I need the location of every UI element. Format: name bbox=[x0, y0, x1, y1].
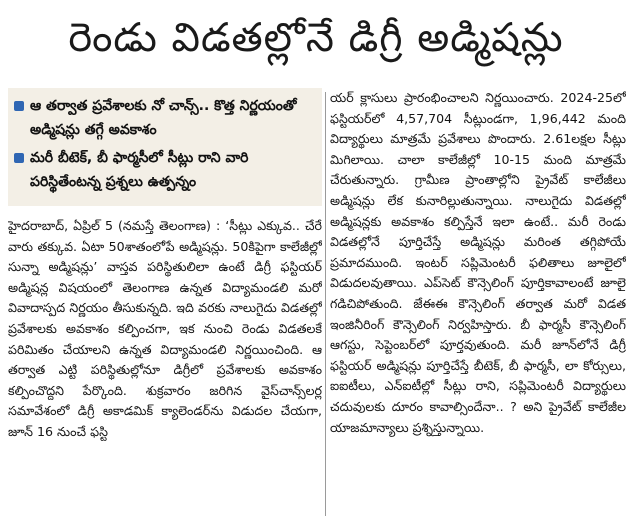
summary-text: ఆ తర్వాత ప్రవేశాలకు నో చాన్స్‌.. కొత్త నిర్ణయంతో అడ్మిషన్లు తగ్గే అవకాశం bbox=[30, 98, 297, 138]
article-body-right: యర్‌ క్లాసులు ప్రారంభించాలని నిర్ణయించారు. 2024-25లో ఫస్టియర్‌లో 4,57,704 సీట్లుండగా, 1,96,442 మంది విద్యార్థులు మాత్రమే ప్రవేశాలు పొందారు. 2.61లక్షల సీట్లు మిగిలాయి. చాలా కాలేజీల్లో 10-15 మంది మాత్రమే చేరుతున్నారు. గ్రామీణ ప్రాంతాల్లోని ప్రైవేట్‌ కాలేజీలు అడ్మిషన్లు లేక కునారిల్లుతున్నాయి. నాలుగైదు విడతల్లో అడ్మిషన్లకు అవకాశం కల్పిస్తేనే ఇలా ఉంటే.. మరీ రెండు విడతల్లోనే పూర్తిచేస్తే అడ్మిషన్లు మరింత తగ్గిపోయే ప్రమాదముంది. ఇంటర్‌ సప్లిమెంటరీ ఫలితాలు జూలైలో విడుదలవుతాయి. ఎప్‌సెట్‌ కౌన్సెలింగ్‌ పూర్తికావాలంటే జూలై గడిచిపోతుంది. జేఈఈ కౌన్సెలింగ్‌ తర్వాత మరో విడత ఇంజినీరింగ్‌ కౌన్సెలింగ్‌ నిర్వహిస్తారు. బీ ఫార్మసీ కౌన్సెలింగ్‌ ఆగస్టు, సెప్టెంబర్‌లో పూర్తవుతుంది. మరీ జూన్‌లోనే డిగ్రీ ఫస్టియర్‌ అడ్మిషన్లు పూర్తిచేస్తే బీటెక్‌, బీ ఫార్మసీ, లా కోర్సులు, ఐఐటీలు, ఎన్‌ఐటీల్లో సీట్లు రాని, సప్లిమెంటరీ విద్యార్థులు చదువులకు దూరం కావాల్సిందేనా.. ? అని ప్రైవేట్‌ కాలేజీల యాజమాన్యాలు ప్రశ్నిస్తున్నాయి. bbox=[330, 90, 626, 435]
column-divider bbox=[325, 92, 326, 516]
left-column bbox=[8, 88, 322, 516]
summary-box bbox=[8, 88, 322, 206]
headline: రెండు విడతల్లోనే డిగ్రీ అడ్మిషన్లు bbox=[68, 15, 564, 61]
article-body-left: హైదరాబాద్‌, ఏప్రిల్‌ 5 (నమస్తే తెలంగాణ) : ‘సీట్లు ఎక్కువ.. చేరే వారు తక్కువ. ఏటా 50శాతంలోపే అడ్మిషన్లు. 50కిపైగా కాలేజీల్లో సున్నా అడ్మిషన్లు’ వాస్తవ పరిస్థితులిలా ఉంటే డిగ్రీ ఫస్టియర్‌ అడ్మిషన్ల విషయంలో తెలంగాణ ఉన్నత విద్యామండలి మరో వివాదాస్పద నిర్ణయం తీసుకున్నది. ఇది వరకు నాలుగైదు విడతల్లో ప్రవేశాలకు అవకాశం కల్పించగా, ఇక నుంచి రెండు విడతలకే పరిమితం చేయాలని ఉన్నత విద్యామండలి నిర్ణయించింది. ఆ తర్వాత ఎట్టి పరిస్థితుల్లోనూ డిగ్రీలో ప్రవేశాలకు అవకాశం కల్పించొద్దని పేర్కొంది. శుక్రవారం జరిగిన వైస్‌చాన్స్‌లర్ల సమావేశంలో డిగ్రీ అకాడమిక్‌ క్యాలెండర్‌ను విడుదల చేయగా, జూన్‌ 16 నుంచే ఫస్టి bbox=[8, 218, 322, 439]
summary-text: మరీ బీటెక్‌, బీ ఫార్మసీలో సీట్లు రాని వారి పరిస్థితేంటన్న ప్రశ్నలు ఉత్పన్నం bbox=[30, 150, 249, 190]
square-bullet-icon bbox=[14, 101, 24, 111]
summary-item bbox=[14, 146, 316, 194]
right-column bbox=[330, 88, 626, 516]
square-bullet-icon bbox=[14, 153, 24, 163]
summary-item bbox=[14, 94, 316, 142]
